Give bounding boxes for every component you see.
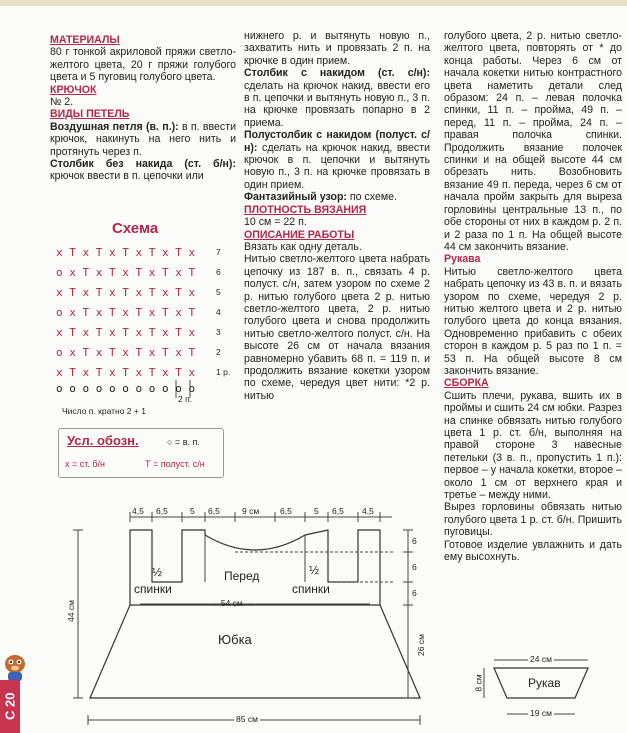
sleeve-heading: Рукава xyxy=(444,253,481,266)
dim-top: 9 см xyxy=(242,506,260,516)
row-number: 5 xyxy=(216,287,221,297)
height-44: 44 см xyxy=(65,600,76,622)
pattern-text: по схеме. xyxy=(346,191,397,204)
back-right-label: спинки xyxy=(292,582,330,596)
row-number: 3 xyxy=(216,327,221,337)
back-left-half: ½ xyxy=(152,565,163,579)
svg-text:o x T x T x T x T x T: o x T x T x T x T x T xyxy=(56,266,196,279)
sleeve-label: Рукав xyxy=(528,676,561,690)
front-label: Перед xyxy=(224,569,260,583)
height-6: 6 xyxy=(412,536,417,546)
svg-text:x T x T x T x T x T x: x T x T x T x T x T x xyxy=(56,286,196,299)
sc-term: Столбик без накида (ст. б/н): xyxy=(50,158,236,171)
assembly-text-2: Вырез горловины обвязать нитью голубого цвета 1 р. ст. б/н. Пришить пуговицы. xyxy=(444,501,622,539)
hdc-term: Полустолбик с накидом (полуст. с/н): xyxy=(244,129,430,154)
col2-continuation: нижнего р. и вытянуть новую п., захватить нить и провязать 2 п. на крючке в один прием. xyxy=(244,30,430,67)
height-26: 26 см xyxy=(415,634,426,656)
dim-top: 5 xyxy=(190,506,195,516)
sleeve-top-width: 24 см xyxy=(530,654,552,664)
svg-text:o o o o o o o o o o o: o o o o o o o o o o o xyxy=(56,382,196,395)
row-number: 4 xyxy=(216,307,221,317)
svg-text:o x T x T x T x T x T: o x T x T x T x T x T xyxy=(56,306,196,319)
back-right-half: ½ xyxy=(309,563,320,577)
page-number: С 20 xyxy=(0,680,20,733)
dc-term: Столбик с накидом (ст. с/н): xyxy=(244,67,430,80)
legend-chain: ○ = в. п. xyxy=(167,437,200,447)
air-loop-text: в п. ввести крючок, накинуть на него нить и протянуть через п. xyxy=(50,120,236,158)
materials-text: 80 г тонкой акриловой пряжи светло-желтого цвета, 20 г пряжи голубого цвета и 5 пуговиц голубого цвета. xyxy=(50,46,236,84)
dim-top: 6,5 xyxy=(332,506,344,516)
assembly-heading: СБОРКА xyxy=(444,377,489,390)
base-label: 2 п. xyxy=(178,394,193,404)
hdc-text: сделать на крючок накид, ввести крючок в п. цепочки и вытянуть новую п., 3 п. на крючке провязать в один прием. xyxy=(244,141,430,191)
width-54: ← 54 см → xyxy=(210,598,254,608)
svg-text:x T x T x T x T x T x: x T x T x T x T x T x xyxy=(56,366,196,379)
hook-text: № 2. xyxy=(50,96,74,109)
skirt-label: Юбка xyxy=(218,632,252,647)
legend-sc: х = ст. б/н xyxy=(65,459,106,469)
width-85: 85 см xyxy=(236,714,258,724)
svg-text:o x T x T x T x T x T: o x T x T x T x T x T xyxy=(56,346,196,359)
chart-note: Число п. кратно 2 + 1 xyxy=(62,406,146,416)
schema-title: Схема xyxy=(112,220,159,237)
row-number: 7 xyxy=(216,247,221,257)
dim-top: 5 xyxy=(314,506,319,516)
dim-top: 6,5 xyxy=(156,506,168,516)
sleeve-height: 8 см xyxy=(473,674,484,692)
density-text: 10 см = 22 п. xyxy=(244,216,307,229)
row-number: 6 xyxy=(216,267,221,277)
description-heading: ОПИСАНИЕ РАБОТЫ xyxy=(244,228,355,241)
legend-title: Усл. обозн. xyxy=(67,433,139,448)
dc-text: сделать на крючок накид, ввести его в п. цепочки и вытянуть новую п., 3 п. на крючке провязать попарно в 2 приема. xyxy=(244,79,430,129)
sleeve-text: Нитью светло-желтого цвета набрать цепочку из 43 в. п. и вязать узором по схеме, чередуя 2 р. нитью желтого цвета и 2 р. нитью голубого цвета до конца вязания. Одновременно прибавить с обеих сторон в каждом р. 5 раз по 1 п. = 53 п. На общей высоте 8 см закончить вязание. xyxy=(444,265,622,377)
dim-top: 6,5 xyxy=(280,506,292,516)
hook-heading: КРЮЧОК xyxy=(50,83,97,96)
sc-text: крючок ввести в п. цепочки или xyxy=(50,170,204,183)
assembly-text-3: Готовое изделие увлажнить и дать ему высохнуть. xyxy=(444,538,622,564)
dim-top: 4,5 xyxy=(362,506,374,516)
legend-hdc: Т = полуст. с/н xyxy=(145,459,205,469)
row-number: 1 р. xyxy=(216,367,231,377)
dim-top: 6,5 xyxy=(208,506,220,516)
materials-heading: МАТЕРИАЛЫ xyxy=(50,34,120,46)
height-6: 6 xyxy=(412,588,417,598)
assembly-text: Сшить плечи, рукава, вшить их в проймы и сшить 24 см юбки. Разрез на спинке обвязать нитью голубого цвета 1 р. ст. б/н, выполняя на правой стороне 3 навесные петельки (3 в. п., пропустить 1 п.): первое – у начала кокетки, второе – около 1 см от верхнего края и третье – между ними. xyxy=(444,389,622,502)
sleeve-bottom-width: 19 см xyxy=(530,708,552,718)
col3-continuation: голубого цвета, 2 р. нитью светло-желтого цвета, повторять от * до конца работы. Через 6 см от начала кокетки нитью контрастного цвета наметить детали след образом: 24 п. – левая полочка спинки, 11 п. – пройма, 49 п. – перед, 11 п. – пройма, 24 п. – правая полочка спинки. Продолжить вязание полочек спинки и на общей высоте 44 см обрезать нить. Возобновить вязание 49 п. переда, через 6 см от начала пройм закрыть для выреза горловины центральные 13 п., по обе стороны от них в каждом р. 2 п. и 2 раза по 1 п. На общей высоте 44 см закончить вязание. xyxy=(444,30,622,253)
dim-top: 4,5 xyxy=(132,506,144,516)
back-left-label: спинки xyxy=(134,582,172,596)
density-heading: ПЛОТНОСТЬ ВЯЗАНИЯ xyxy=(244,203,367,216)
pattern-term: Фантазийный узор: xyxy=(244,191,347,204)
air-loop-term: Воздушная петля (в. п.): xyxy=(50,120,179,133)
height-6: 6 xyxy=(412,562,417,572)
description-text: Нитью светло-желтого цвета набрать цепочку из 187 в. п., связать 4 р. полуст. с/н, затем узором по схеме 2 р. нитью голубого цвета 2 р. нитью светло-желтого цвета, 2 р. нитью голубого цвета и снова продолжить нитью светло-желтого полуст. с/н. На высоте 26 см от начала вязания равномерно убавить 68 п. = 119 п. и продолжить вязание кокетки узором по схеме, чередуя цвет нити: *2 р. нитью xyxy=(244,253,430,402)
svg-text:x T x T x T x T x T x: x T x T x T x T x T x xyxy=(56,326,196,339)
description-intro: Вязать как одну деталь. xyxy=(244,240,362,253)
row-number: 2 xyxy=(216,347,221,357)
loops-heading: ВИДЫ ПЕТЕЛЬ xyxy=(50,108,130,121)
svg-text:x T x T x T x T x T x: x T x T x T x T x T x xyxy=(56,246,196,259)
